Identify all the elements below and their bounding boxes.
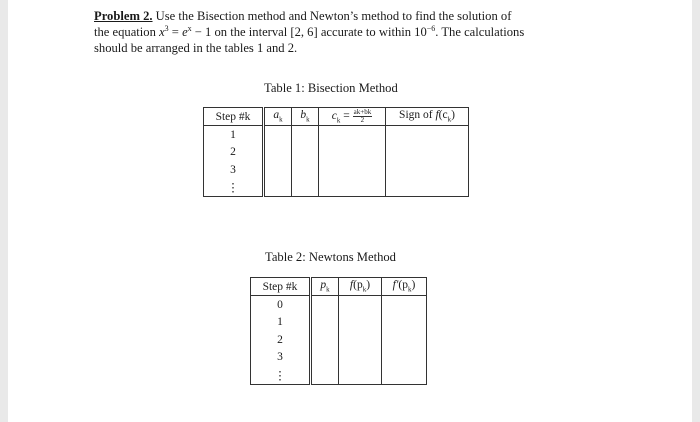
eq-rest: − 1 on the interval [2, 6] accurate to within 10 [191,25,427,39]
a-cell [264,126,292,144]
problem-line-3: should be arranged in the tables 1 and 2. [94,41,298,55]
f-cell [339,314,382,332]
header-c [319,108,386,126]
c-cell [319,126,386,144]
header-step [204,108,264,126]
newton-table [250,277,427,385]
header-step [251,278,311,296]
eq-equals: = [168,25,183,39]
table1-caption: Table 1: Bisection Method [264,81,398,95]
table-row [251,296,427,314]
header-sign [386,108,469,126]
header-p [311,278,339,296]
table-row [251,366,427,384]
bisection-table [203,107,469,197]
problem-line-1 [94,8,594,24]
fprime-cell [382,331,427,349]
header-f-arg: (p [353,279,363,292]
eq-e-exponent: x [187,24,192,33]
header-sign-f: f [435,109,439,122]
c-cell [319,144,386,162]
b-cell [292,144,319,162]
header-sign-text: Sign of [399,109,436,122]
problem-label: Problem 2. [94,9,153,23]
sign-cell [386,161,469,179]
problem-statement [94,8,594,56]
f-cell [339,366,382,384]
a-cell [264,161,292,179]
step-cell: 0 [251,296,311,314]
fprime-cell [382,314,427,332]
header-b [292,108,319,126]
problem-line-2-text: the equation [94,25,160,39]
f-cell [339,296,382,314]
sign-cell [386,179,469,197]
newton-header-row [251,278,427,296]
header-fprime-var: f′ [392,279,399,292]
eq-x: x [159,25,165,39]
sign-cell [386,144,469,162]
sign-cell [386,126,469,144]
eq-e: e [182,25,188,39]
problem-line-2 [94,24,594,40]
step-cell: 2 [251,331,311,349]
header-c-eq: = [340,109,353,122]
header-fprime-arg: (p [398,279,408,292]
step-cell: 1 [251,314,311,332]
header-p-var: p [320,279,327,292]
table-row [204,179,469,197]
step-cell: 3 [204,161,264,179]
header-f [339,278,382,296]
p-cell [311,314,339,332]
header-sign-close: ) [451,109,455,122]
fprime-cell [382,296,427,314]
header-p-sub: k [326,285,330,294]
fraction-denominator: 2 [360,115,365,124]
fprime-cell [382,366,427,384]
newton-body [251,296,427,385]
fprime-cell [382,349,427,367]
header-a [264,108,292,126]
header-c-var: c [331,109,337,122]
step-cell: 2 [204,144,264,162]
c-cell [319,161,386,179]
table2-caption: Table 2: Newtons Method [265,250,396,264]
p-cell [311,331,339,349]
left-margin-strip [0,0,8,422]
header-c-sub: k [336,116,341,125]
header-step-label: Step #k [262,280,298,293]
table-row [204,126,469,144]
table-row [204,144,469,162]
f-cell [339,349,382,367]
tolerance-exponent: −6 [426,24,436,33]
step-cell: ⋮ [251,366,311,384]
b-cell [292,126,319,144]
p-cell [311,349,339,367]
step-cell: 3 [251,349,311,367]
a-cell [264,179,292,197]
table-row [251,314,427,332]
bisection-header-row [204,108,469,126]
table-row [251,331,427,349]
eq-x-exponent: 3 [164,24,169,33]
right-margin-strip [692,0,700,422]
header-fprime-sub: k [407,285,412,294]
step-cell: 1 [204,126,264,144]
p-cell [311,366,339,384]
a-cell [264,144,292,162]
header-fprime [382,278,427,296]
header-f-sub: k [362,285,367,294]
table-row [204,161,469,179]
header-fprime-close: ) [411,279,416,292]
c-cell [319,179,386,197]
header-f-var: f [349,279,354,292]
fraction-numerator: ak+bk [353,107,372,116]
table-row [251,349,427,367]
header-step-label: Step #k [215,110,251,123]
p-cell [311,296,339,314]
header-f-close: ) [366,279,371,292]
problem-line-2-end: . The calculations [435,25,525,39]
bisection-body [204,126,469,197]
b-cell [292,179,319,197]
header-b-sub: k [306,115,310,124]
step-cell: ⋮ [204,179,264,197]
header-sign-arg: (c [438,109,448,122]
header-a-var: a [273,109,280,122]
f-cell [339,331,382,349]
header-a-sub: k [279,115,283,124]
header-b-var: b [300,109,307,122]
header-sign-sub: k [447,115,452,124]
midpoint-fraction [353,109,373,124]
b-cell [292,161,319,179]
problem-line-1-text: Use the Bisection method and Newton’s method to find the solution of [152,9,512,23]
